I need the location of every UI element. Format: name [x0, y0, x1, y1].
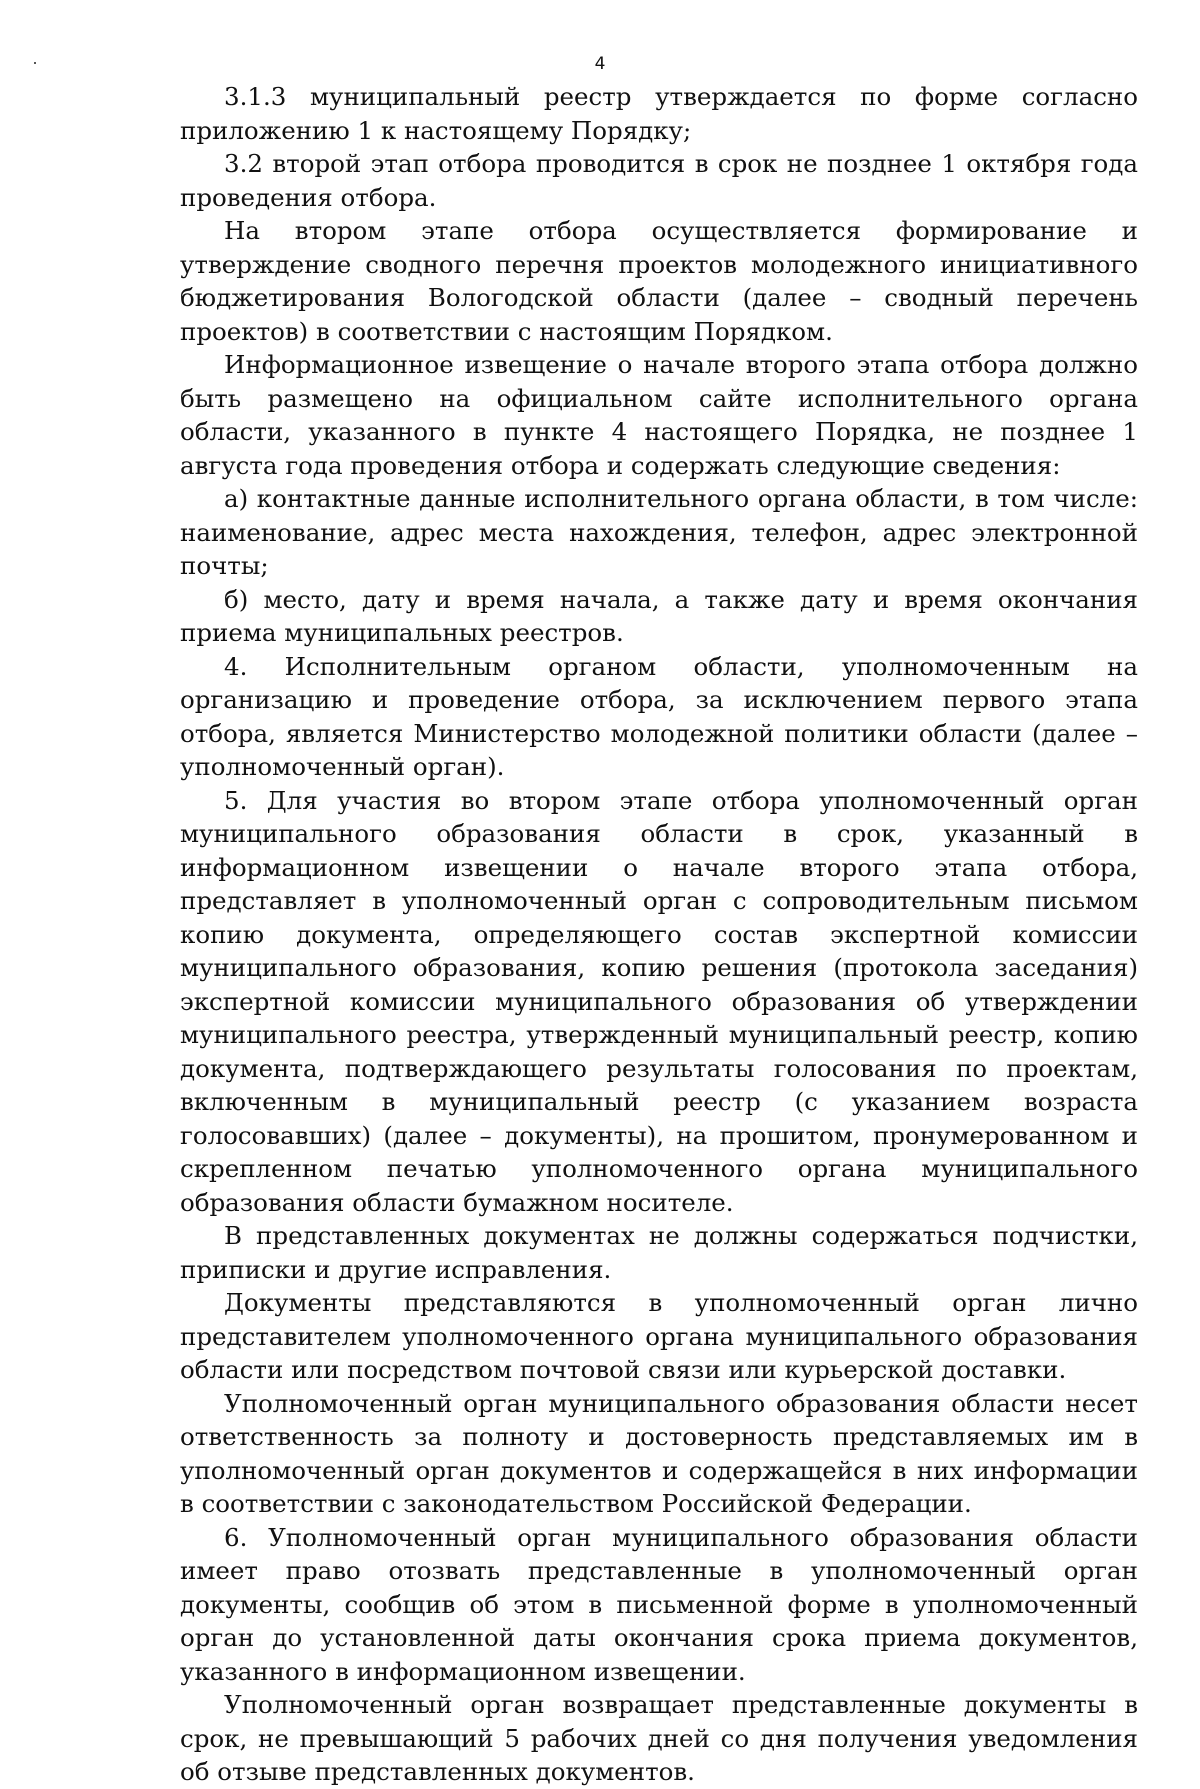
paragraph-info-notice: Информационное извещение о начале второго этапа отбора должно быть размещено на официальном сайте исполнительного органа области, указанного в пункте 4 настоящего Порядка, не позднее 1 августа года проведения отбора и содержать следующие сведения: [180, 350, 1138, 480]
document-body [180, 80, 1138, 1789]
paragraph-no-corrections: В представленных документах не должны содержаться подчистки, приписки и другие исправления. [180, 1221, 1138, 1284]
paragraph-item-a: а) контактные данные исполнительного органа области, в том числе: наименование, адрес места нахождения, телефон, адрес электронной почты; [180, 484, 1138, 580]
paragraph-3-2: 3.2 второй этап отбора проводится в срок не позднее 1 октября года проведения отбора. [180, 149, 1138, 212]
paragraph-6: 6. Уполномоченный орган муниципального образования области имеет право отозвать представленные в уполномоченный орган документы, сообщив об этом в письменной форме в уполномоченный орган до установленной даты окончания срока приема документов, указанного в информационном извещении. [180, 1522, 1138, 1686]
paragraph-return: Уполномоченный орган возвращает представленные документы в срок, не превышающий 5 рабочих дней со дня получения уведомления об отзыве представленных документов. [180, 1690, 1138, 1786]
paragraph-5: 5. Для участия во втором этапе отбора уполномоченный орган муниципального образования области в срок, указанный в информационном извещении о начале второго этапа отбора, представляет в уполномоченный орган с сопроводительным письмом копию документа, определяющего состав экспертной комиссии муниципального образования, копию решения (протокола заседания) экспертной комиссии муниципального образования об утверждении муниципального реестра, утвержденный муниципальный реестр, копию документа, подтверждающего результаты голосования по проектам, включенным в муниципальный реестр (с указанием возраста голосовавших) (далее – документы), на прошитом, пронумерованном и скрепленном печатью уполномоченного органа муниципального образования области бумажном носителе. [180, 785, 1138, 1217]
paragraph-item-b: б) место, дату и время начала, а также дату и время окончания приема муниципальных реестров. [180, 584, 1138, 647]
paragraph-second-stage: На втором этапе отбора осуществляется формирование и утверждение сводного перечня проектов молодежного инициативного бюджетирования Вологодской области (далее – сводный перечень проектов) в соответствии с настоящим Порядком. [180, 216, 1138, 346]
page-number: 4 [594, 54, 606, 74]
paragraph-responsibility: Уполномоченный орган муниципального образования области несет ответственность за полноту и достоверность представляемых им в уполномоченный орган документов и содержащейся в них информации в соответствии с законодательством Российской Федерации. [180, 1388, 1138, 1518]
paragraph-submission: Документы представляются в уполномоченный орган лично представителем уполномоченного органа муниципального образования области или посредством почтовой связи или курьерской доставки. [180, 1288, 1138, 1384]
paragraph-3-1-3: 3.1.3 муниципальный реестр утверждается по форме согласно приложению 1 к настоящему Порядку; [180, 82, 1138, 145]
paragraph-4: 4. Исполнительным органом области, уполномоченным на организацию и проведение отбора, за исключением первого этапа отбора, является Министерство молодежной политики области (далее – уполномоченный орган). [180, 651, 1138, 781]
